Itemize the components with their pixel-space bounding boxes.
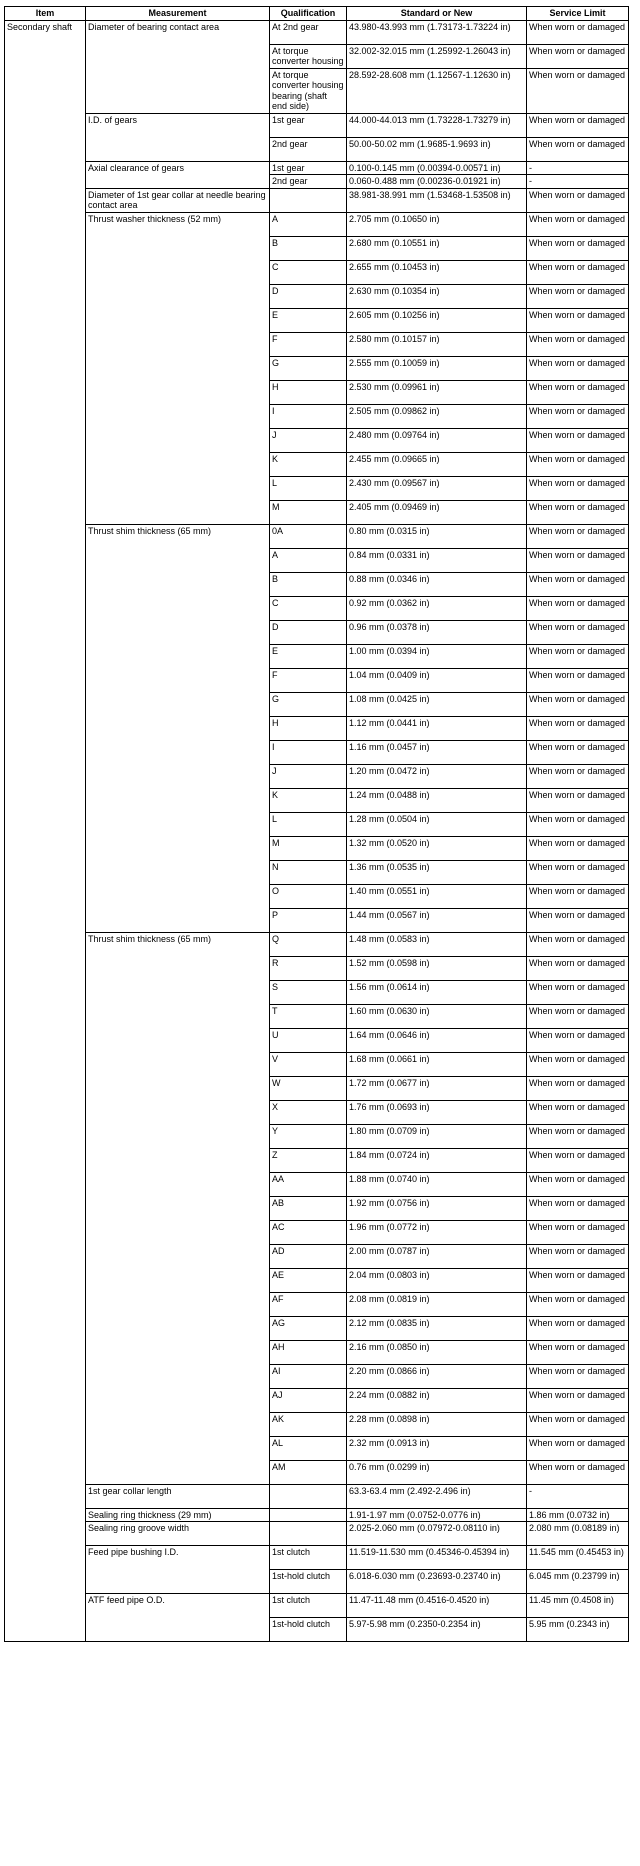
standard-cell: 1.40 mm (0.0551 in) bbox=[347, 884, 527, 908]
limit-cell: 1.86 mm (0.0732 in) bbox=[527, 1508, 629, 1522]
limit-cell: When worn or damaged bbox=[527, 956, 629, 980]
standard-cell: 0.100-0.145 mm (0.00394-0.00571 in) bbox=[347, 161, 527, 175]
standard-cell: 32.002-32.015 mm (1.25992-1.26043 in) bbox=[347, 44, 527, 68]
standard-cell: 1.36 mm (0.0535 in) bbox=[347, 860, 527, 884]
qualification-cell: U bbox=[270, 1028, 347, 1052]
qualification-cell: At torque converter housing bearing (shaft end side) bbox=[270, 68, 347, 113]
qualification-cell: K bbox=[270, 788, 347, 812]
header-standard: Standard or New bbox=[347, 7, 527, 21]
item-cell: Secondary shaft bbox=[5, 20, 86, 1642]
limit-cell: When worn or damaged bbox=[527, 1124, 629, 1148]
standard-cell: 2.455 mm (0.09665 in) bbox=[347, 452, 527, 476]
limit-cell: - bbox=[527, 1484, 629, 1508]
table-row bbox=[5, 212, 629, 236]
qualification-cell: At 2nd gear bbox=[270, 20, 347, 44]
qualification-cell: A bbox=[270, 548, 347, 572]
standard-cell: 2.28 mm (0.0898 in) bbox=[347, 1412, 527, 1436]
limit-cell: When worn or damaged bbox=[527, 404, 629, 428]
qualification-cell: AC bbox=[270, 1220, 347, 1244]
standard-cell: 2.16 mm (0.0850 in) bbox=[347, 1340, 527, 1364]
limit-cell: 6.045 mm (0.23799 in) bbox=[527, 1570, 629, 1594]
standard-cell: 2.04 mm (0.0803 in) bbox=[347, 1268, 527, 1292]
qualification-cell: Q bbox=[270, 932, 347, 956]
standard-cell: 1.64 mm (0.0646 in) bbox=[347, 1028, 527, 1052]
measurement-cell: Diameter of 1st gear collar at needle bearing contact area bbox=[86, 188, 270, 212]
limit-cell: When worn or damaged bbox=[527, 428, 629, 452]
qualification-cell: I bbox=[270, 404, 347, 428]
limit-cell: When worn or damaged bbox=[527, 332, 629, 356]
standard-cell: 2.405 mm (0.09469 in) bbox=[347, 500, 527, 524]
standard-cell: 1.44 mm (0.0567 in) bbox=[347, 908, 527, 932]
limit-cell: When worn or damaged bbox=[527, 1076, 629, 1100]
limit-cell: When worn or damaged bbox=[527, 644, 629, 668]
qualification-cell bbox=[270, 1522, 347, 1546]
qualification-cell: F bbox=[270, 332, 347, 356]
standard-cell: 1.28 mm (0.0504 in) bbox=[347, 812, 527, 836]
standard-cell: 1.00 mm (0.0394 in) bbox=[347, 644, 527, 668]
standard-cell: 43.980-43.993 mm (1.73173-1.73224 in) bbox=[347, 20, 527, 44]
qualification-cell: I bbox=[270, 740, 347, 764]
limit-cell: When worn or damaged bbox=[527, 356, 629, 380]
standard-cell: 2.580 mm (0.10157 in) bbox=[347, 332, 527, 356]
limit-cell: - bbox=[527, 175, 629, 189]
standard-cell: 1.48 mm (0.0583 in) bbox=[347, 932, 527, 956]
limit-cell: When worn or damaged bbox=[527, 908, 629, 932]
standard-cell: 2.32 mm (0.0913 in) bbox=[347, 1436, 527, 1460]
qualification-cell: W bbox=[270, 1076, 347, 1100]
qualification-cell: AJ bbox=[270, 1388, 347, 1412]
limit-cell: When worn or damaged bbox=[527, 308, 629, 332]
qualification-cell: R bbox=[270, 956, 347, 980]
qualification-cell: B bbox=[270, 236, 347, 260]
limit-cell: When worn or damaged bbox=[527, 980, 629, 1004]
standard-cell: 2.480 mm (0.09764 in) bbox=[347, 428, 527, 452]
limit-cell: When worn or damaged bbox=[527, 284, 629, 308]
limit-cell: When worn or damaged bbox=[527, 812, 629, 836]
standard-cell: 1.92 mm (0.0756 in) bbox=[347, 1196, 527, 1220]
standard-cell: 1.56 mm (0.0614 in) bbox=[347, 980, 527, 1004]
limit-cell: When worn or damaged bbox=[527, 764, 629, 788]
limit-cell: When worn or damaged bbox=[527, 1292, 629, 1316]
standard-cell: 0.88 mm (0.0346 in) bbox=[347, 572, 527, 596]
qualification-cell: 0A bbox=[270, 524, 347, 548]
standard-cell: 1.76 mm (0.0693 in) bbox=[347, 1100, 527, 1124]
standard-cell: 2.680 mm (0.10551 in) bbox=[347, 236, 527, 260]
limit-cell: When worn or damaged bbox=[527, 788, 629, 812]
limit-cell: - bbox=[527, 161, 629, 175]
qualification-cell: 1st gear bbox=[270, 113, 347, 137]
qualification-cell: S bbox=[270, 980, 347, 1004]
measurement-cell: I.D. of gears bbox=[86, 113, 270, 161]
qualification-cell: M bbox=[270, 836, 347, 860]
limit-cell: When worn or damaged bbox=[527, 1100, 629, 1124]
limit-cell: When worn or damaged bbox=[527, 1004, 629, 1028]
standard-cell: 1.84 mm (0.0724 in) bbox=[347, 1148, 527, 1172]
standard-cell: 2.430 mm (0.09567 in) bbox=[347, 476, 527, 500]
limit-cell: When worn or damaged bbox=[527, 380, 629, 404]
limit-cell: When worn or damaged bbox=[527, 884, 629, 908]
standard-cell: 2.605 mm (0.10256 in) bbox=[347, 308, 527, 332]
standard-cell: 0.96 mm (0.0378 in) bbox=[347, 620, 527, 644]
limit-cell: When worn or damaged bbox=[527, 620, 629, 644]
standard-cell: 1.16 mm (0.0457 in) bbox=[347, 740, 527, 764]
measurement-cell: Feed pipe bushing I.D. bbox=[86, 1546, 270, 1594]
qualification-cell: T bbox=[270, 1004, 347, 1028]
standard-cell: 0.060-0.488 mm (0.00236-0.01921 in) bbox=[347, 175, 527, 189]
limit-cell: When worn or damaged bbox=[527, 1148, 629, 1172]
qualification-cell: M bbox=[270, 500, 347, 524]
limit-cell: When worn or damaged bbox=[527, 548, 629, 572]
standard-cell: 2.00 mm (0.0787 in) bbox=[347, 1244, 527, 1268]
table-row bbox=[5, 161, 629, 175]
limit-cell: When worn or damaged bbox=[527, 836, 629, 860]
limit-cell: When worn or damaged bbox=[527, 113, 629, 137]
qualification-cell: G bbox=[270, 356, 347, 380]
table-row bbox=[5, 1522, 629, 1546]
spec-table bbox=[4, 6, 629, 1642]
table-row bbox=[5, 1508, 629, 1522]
limit-cell: When worn or damaged bbox=[527, 1052, 629, 1076]
limit-cell: When worn or damaged bbox=[527, 716, 629, 740]
table-row bbox=[5, 113, 629, 137]
standard-cell: 1.52 mm (0.0598 in) bbox=[347, 956, 527, 980]
limit-cell: When worn or damaged bbox=[527, 1196, 629, 1220]
standard-cell: 2.20 mm (0.0866 in) bbox=[347, 1364, 527, 1388]
standard-cell: 1.72 mm (0.0677 in) bbox=[347, 1076, 527, 1100]
qualification-cell: AE bbox=[270, 1268, 347, 1292]
measurement-cell: ATF feed pipe O.D. bbox=[86, 1594, 270, 1642]
standard-cell: 1.20 mm (0.0472 in) bbox=[347, 764, 527, 788]
limit-cell: When worn or damaged bbox=[527, 524, 629, 548]
standard-cell: 2.12 mm (0.0835 in) bbox=[347, 1316, 527, 1340]
standard-cell: 1.91-1.97 mm (0.0752-0.0776 in) bbox=[347, 1508, 527, 1522]
qualification-cell: 2nd gear bbox=[270, 175, 347, 189]
qualification-cell: 1st clutch bbox=[270, 1594, 347, 1618]
limit-cell: When worn or damaged bbox=[527, 1220, 629, 1244]
limit-cell: When worn or damaged bbox=[527, 212, 629, 236]
qualification-cell: AB bbox=[270, 1196, 347, 1220]
limit-cell: When worn or damaged bbox=[527, 596, 629, 620]
qualification-cell: AI bbox=[270, 1364, 347, 1388]
standard-cell: 11.47-11.48 mm (0.4516-0.4520 in) bbox=[347, 1594, 527, 1618]
qualification-cell: H bbox=[270, 716, 347, 740]
standard-cell: 2.555 mm (0.10059 in) bbox=[347, 356, 527, 380]
limit-cell: When worn or damaged bbox=[527, 452, 629, 476]
qualification-cell: O bbox=[270, 884, 347, 908]
qualification-cell: 1st gear bbox=[270, 161, 347, 175]
limit-cell: When worn or damaged bbox=[527, 1412, 629, 1436]
standard-cell: 50.00-50.02 mm (1.9685-1.9693 in) bbox=[347, 137, 527, 161]
table-row bbox=[5, 1546, 629, 1570]
measurement-cell: Axial clearance of gears bbox=[86, 161, 270, 188]
limit-cell: When worn or damaged bbox=[527, 740, 629, 764]
qualification-cell: AL bbox=[270, 1436, 347, 1460]
limit-cell: When worn or damaged bbox=[527, 44, 629, 68]
limit-cell: When worn or damaged bbox=[527, 572, 629, 596]
limit-cell: When worn or damaged bbox=[527, 260, 629, 284]
standard-cell: 0.84 mm (0.0331 in) bbox=[347, 548, 527, 572]
limit-cell: When worn or damaged bbox=[527, 932, 629, 956]
limit-cell: When worn or damaged bbox=[527, 1268, 629, 1292]
qualification-cell: G bbox=[270, 692, 347, 716]
standard-cell: 28.592-28.608 mm (1.12567-1.12630 in) bbox=[347, 68, 527, 113]
measurement-cell: 1st gear collar length bbox=[86, 1484, 270, 1508]
table-row bbox=[5, 20, 629, 44]
limit-cell: When worn or damaged bbox=[527, 137, 629, 161]
qualification-cell: A bbox=[270, 212, 347, 236]
measurement-cell: Diameter of bearing contact area bbox=[86, 20, 270, 113]
standard-cell: 2.630 mm (0.10354 in) bbox=[347, 284, 527, 308]
standard-cell: 5.97-5.98 mm (0.2350-0.2354 in) bbox=[347, 1618, 527, 1642]
standard-cell: 1.04 mm (0.0409 in) bbox=[347, 668, 527, 692]
standard-cell: 1.24 mm (0.0488 in) bbox=[347, 788, 527, 812]
limit-cell: When worn or damaged bbox=[527, 1340, 629, 1364]
measurement-cell: Thrust shim thickness (65 mm) bbox=[86, 524, 270, 932]
qualification-cell: AK bbox=[270, 1412, 347, 1436]
standard-cell: 2.705 mm (0.10650 in) bbox=[347, 212, 527, 236]
standard-cell: 1.80 mm (0.0709 in) bbox=[347, 1124, 527, 1148]
qualification-cell: 2nd gear bbox=[270, 137, 347, 161]
limit-cell: When worn or damaged bbox=[527, 692, 629, 716]
standard-cell: 2.505 mm (0.09862 in) bbox=[347, 404, 527, 428]
standard-cell: 1.32 mm (0.0520 in) bbox=[347, 836, 527, 860]
limit-cell: When worn or damaged bbox=[527, 188, 629, 212]
limit-cell: 2.080 mm (0.08189 in) bbox=[527, 1522, 629, 1546]
limit-cell: When worn or damaged bbox=[527, 68, 629, 113]
standard-cell: 1.88 mm (0.0740 in) bbox=[347, 1172, 527, 1196]
limit-cell: When worn or damaged bbox=[527, 500, 629, 524]
qualification-cell: AG bbox=[270, 1316, 347, 1340]
qualification-cell: AD bbox=[270, 1244, 347, 1268]
qualification-cell: AA bbox=[270, 1172, 347, 1196]
table-row bbox=[5, 524, 629, 548]
qualification-cell: E bbox=[270, 308, 347, 332]
qualification-cell: K bbox=[270, 452, 347, 476]
qualification-cell bbox=[270, 1484, 347, 1508]
standard-cell: 2.24 mm (0.0882 in) bbox=[347, 1388, 527, 1412]
standard-cell: 38.981-38.991 mm (1.53468-1.53508 in) bbox=[347, 188, 527, 212]
qualification-cell: N bbox=[270, 860, 347, 884]
qualification-cell: D bbox=[270, 620, 347, 644]
standard-cell: 2.08 mm (0.0819 in) bbox=[347, 1292, 527, 1316]
qualification-cell bbox=[270, 1508, 347, 1522]
qualification-cell: L bbox=[270, 812, 347, 836]
qualification-cell: 1st-hold clutch bbox=[270, 1618, 347, 1642]
qualification-cell: F bbox=[270, 668, 347, 692]
qualification-cell: AM bbox=[270, 1460, 347, 1484]
header-row bbox=[5, 7, 629, 21]
limit-cell: When worn or damaged bbox=[527, 236, 629, 260]
limit-cell: 11.45 mm (0.4508 in) bbox=[527, 1594, 629, 1618]
measurement-cell: Sealing ring groove width bbox=[86, 1522, 270, 1546]
qualification-cell: H bbox=[270, 380, 347, 404]
standard-cell: 0.76 mm (0.0299 in) bbox=[347, 1460, 527, 1484]
qualification-cell: AH bbox=[270, 1340, 347, 1364]
table-row bbox=[5, 1594, 629, 1618]
qualification-cell: P bbox=[270, 908, 347, 932]
qualification-cell: E bbox=[270, 644, 347, 668]
qualification-cell: V bbox=[270, 1052, 347, 1076]
limit-cell: When worn or damaged bbox=[527, 1388, 629, 1412]
qualification-cell: Z bbox=[270, 1148, 347, 1172]
qualification-cell: D bbox=[270, 284, 347, 308]
qualification-cell: 1st-hold clutch bbox=[270, 1570, 347, 1594]
qualification-cell: J bbox=[270, 428, 347, 452]
limit-cell: When worn or damaged bbox=[527, 1316, 629, 1340]
standard-cell: 2.655 mm (0.10453 in) bbox=[347, 260, 527, 284]
qualification-cell: J bbox=[270, 764, 347, 788]
limit-cell: When worn or damaged bbox=[527, 20, 629, 44]
standard-cell: 1.68 mm (0.0661 in) bbox=[347, 1052, 527, 1076]
measurement-cell: Thrust washer thickness (52 mm) bbox=[86, 212, 270, 524]
limit-cell: When worn or damaged bbox=[527, 1364, 629, 1388]
qualification-cell: 1st clutch bbox=[270, 1546, 347, 1570]
qualification-cell: C bbox=[270, 596, 347, 620]
limit-cell: 11.545 mm (0.45453 in) bbox=[527, 1546, 629, 1570]
standard-cell: 0.92 mm (0.0362 in) bbox=[347, 596, 527, 620]
limit-cell: When worn or damaged bbox=[527, 1244, 629, 1268]
standard-cell: 0.80 mm (0.0315 in) bbox=[347, 524, 527, 548]
qualification-cell: AF bbox=[270, 1292, 347, 1316]
table-row bbox=[5, 188, 629, 212]
standard-cell: 1.96 mm (0.0772 in) bbox=[347, 1220, 527, 1244]
table-row bbox=[5, 932, 629, 956]
header-item: Item bbox=[5, 7, 86, 21]
qualification-cell: Y bbox=[270, 1124, 347, 1148]
header-limit: Service Limit bbox=[527, 7, 629, 21]
limit-cell: When worn or damaged bbox=[527, 668, 629, 692]
measurement-cell: Sealing ring thickness (29 mm) bbox=[86, 1508, 270, 1522]
standard-cell: 1.08 mm (0.0425 in) bbox=[347, 692, 527, 716]
limit-cell: When worn or damaged bbox=[527, 1172, 629, 1196]
qualification-cell: At torque converter housing bbox=[270, 44, 347, 68]
qualification-cell bbox=[270, 188, 347, 212]
standard-cell: 2.025-2.060 mm (0.07972-0.08110 in) bbox=[347, 1522, 527, 1546]
standard-cell: 2.530 mm (0.09961 in) bbox=[347, 380, 527, 404]
qualification-cell: C bbox=[270, 260, 347, 284]
table-row bbox=[5, 1484, 629, 1508]
qualification-cell: L bbox=[270, 476, 347, 500]
standard-cell: 1.12 mm (0.0441 in) bbox=[347, 716, 527, 740]
qualification-cell: B bbox=[270, 572, 347, 596]
header-qualification: Qualification bbox=[270, 7, 347, 21]
standard-cell: 1.60 mm (0.0630 in) bbox=[347, 1004, 527, 1028]
header-measurement: Measurement bbox=[86, 7, 270, 21]
spec-body bbox=[5, 20, 629, 1642]
limit-cell: When worn or damaged bbox=[527, 860, 629, 884]
limit-cell: When worn or damaged bbox=[527, 1028, 629, 1052]
limit-cell: When worn or damaged bbox=[527, 476, 629, 500]
limit-cell: When worn or damaged bbox=[527, 1460, 629, 1484]
standard-cell: 11.519-11.530 mm (0.45346-0.45394 in) bbox=[347, 1546, 527, 1570]
standard-cell: 63.3-63.4 mm (2.492-2.496 in) bbox=[347, 1484, 527, 1508]
standard-cell: 6.018-6.030 mm (0.23693-0.23740 in) bbox=[347, 1570, 527, 1594]
qualification-cell: X bbox=[270, 1100, 347, 1124]
limit-cell: When worn or damaged bbox=[527, 1436, 629, 1460]
standard-cell: 44.000-44.013 mm (1.73228-1.73279 in) bbox=[347, 113, 527, 137]
measurement-cell: Thrust shim thickness (65 mm) bbox=[86, 932, 270, 1484]
limit-cell: 5.95 mm (0.2343 in) bbox=[527, 1618, 629, 1642]
